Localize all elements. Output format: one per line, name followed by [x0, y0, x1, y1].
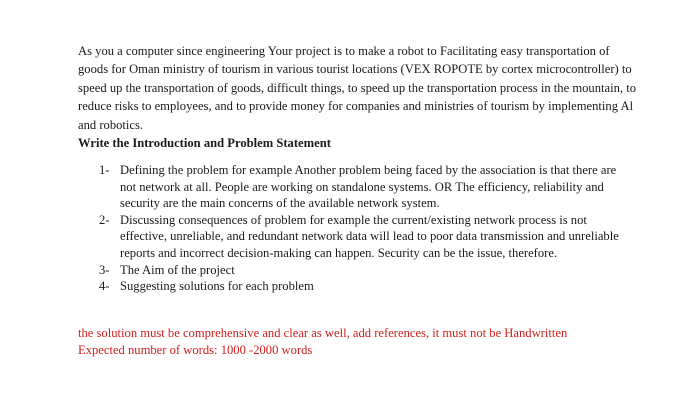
- list-number: 1-: [99, 163, 110, 177]
- list-number: 3-: [99, 262, 110, 277]
- note-line-word-count: Expected number of words: 1000 -2000 words: [78, 343, 313, 357]
- note-line-references: the solution must be comprehensive and clear as well, add references, it must not be Handwritten: [78, 326, 568, 340]
- section-heading: Write the Introduction and Problem Statement: [78, 136, 331, 150]
- list-item-3: [78, 262, 623, 279]
- list-number: 2-: [99, 212, 110, 227]
- requirements-note: [78, 325, 638, 359]
- list-text: The Aim of the project: [120, 262, 235, 277]
- list-text: Discussing consequences of problem for example the current/existing network process is not effective, unreliable, and redundant network data will lead to poor data transmission and unreliable reports and incorrect decision-making can happen. Security can be the issue, therefore.: [120, 212, 619, 260]
- list-item-4: [78, 278, 623, 295]
- list-number: 4-: [99, 279, 110, 294]
- list-text: Defining the problem for example Another problem being faced by the association is that there are not network at all. People are working on standalone systems. OR The efficiency, reliability and security are the main concerns of the available network system.: [120, 163, 617, 211]
- list-text: Suggesting solutions for each problem: [120, 279, 314, 294]
- list-item-2: [78, 212, 623, 262]
- intro-paragraph: As you a computer since engineering Your project is to make a robot to Facilitating easy transportation of goods for Oman ministry of tourism in various tourist locations (VEX ROPOTE by cortex microcontroller) to speed up the transportation of goods, difficult things, to speed up the transportation process in the mountain, to reduce risks to employees, and to provide money for companies and ministries of tourism by implementing Al and robotics.: [78, 44, 636, 132]
- requirements-list: [78, 162, 623, 295]
- list-item-1: [78, 162, 623, 212]
